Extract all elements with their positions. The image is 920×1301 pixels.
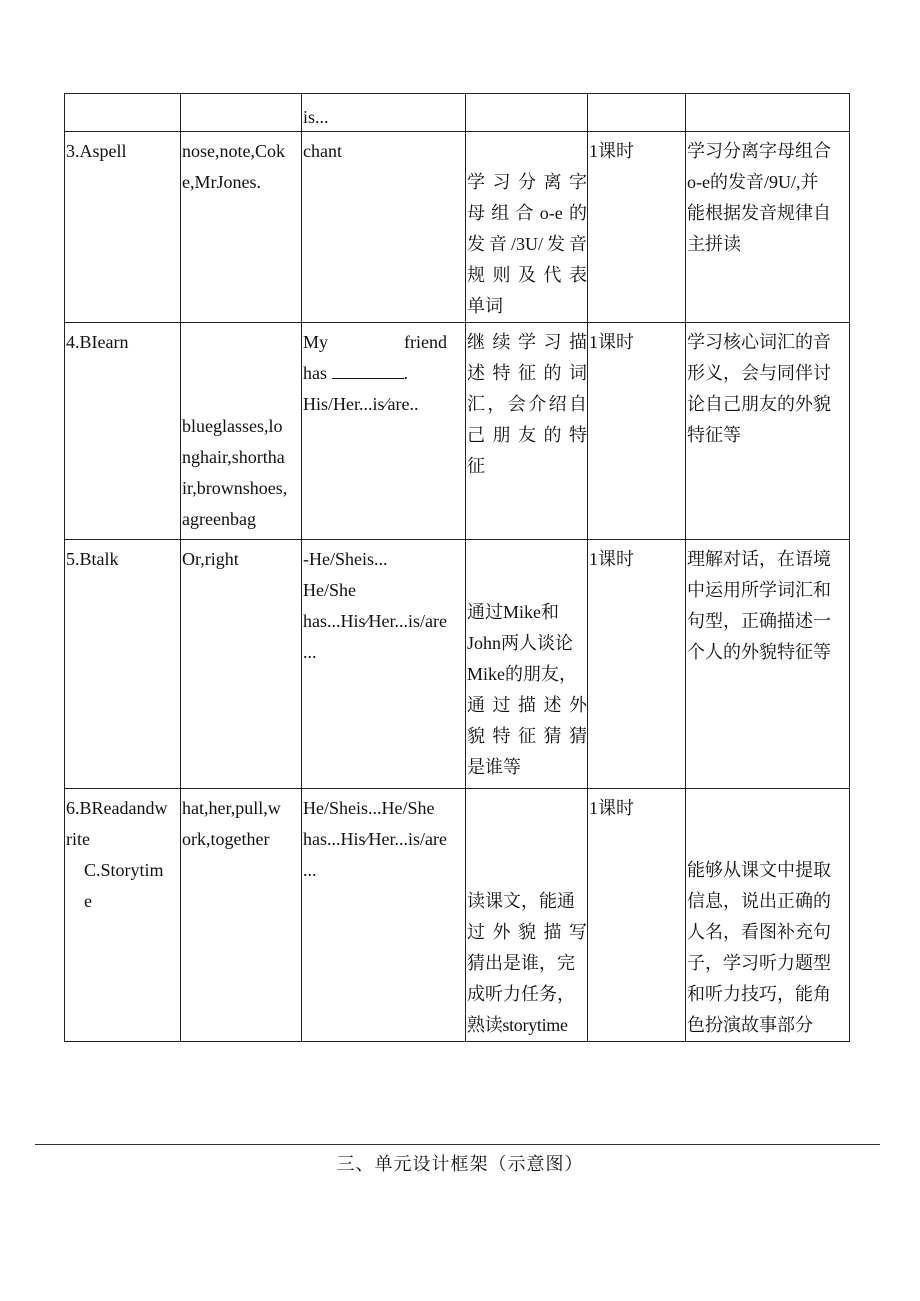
sentence-word: friend bbox=[404, 332, 447, 352]
sentence-line: is... bbox=[303, 107, 329, 127]
goal-line: 句型，正确描述一 bbox=[687, 611, 831, 631]
sentence-line: -He/Sheis... bbox=[303, 549, 388, 569]
table-row bbox=[65, 540, 850, 789]
lesson-name: 6.BReadandw bbox=[66, 798, 168, 818]
word-line: blueglasses,lo bbox=[182, 416, 283, 436]
sentence-line: He/Sheis...He/She bbox=[303, 798, 435, 818]
goal-line: 色扮演故事部分 bbox=[687, 1015, 813, 1035]
content-line: 成听力任务， bbox=[467, 984, 575, 1004]
hours-cell bbox=[588, 323, 686, 540]
table-row bbox=[65, 789, 850, 1042]
goal-line: 能根据发音规律自 bbox=[687, 203, 831, 223]
goal-line: 形义，会与同伴讨 bbox=[687, 363, 831, 383]
goal-line: 中运用所学词汇和 bbox=[687, 580, 831, 600]
content-line: 单词 bbox=[467, 296, 503, 316]
content-cell bbox=[466, 540, 588, 789]
content-line: 通过Mike和 bbox=[467, 602, 559, 622]
section-divider bbox=[35, 1144, 880, 1145]
hours-cell bbox=[588, 789, 686, 1042]
goal-line: 信息，说出正确的 bbox=[687, 891, 831, 911]
word-line: e,MrJones. bbox=[182, 172, 261, 192]
content-line: 是谁等 bbox=[467, 757, 521, 777]
sentence-line: has...His⁄Her...is/are bbox=[303, 829, 447, 849]
word-line: ir,brownshoes, bbox=[182, 478, 288, 498]
table-row bbox=[65, 94, 850, 132]
sentence-word: has bbox=[303, 363, 327, 383]
sentence-line: has...His⁄Her...is/are bbox=[303, 611, 447, 631]
goal-line: 和听力技巧，能角 bbox=[687, 984, 831, 1004]
goals-cell bbox=[686, 789, 850, 1042]
sentences-cell bbox=[302, 323, 466, 540]
content-line: 继续学习描 bbox=[467, 332, 587, 352]
words-cell bbox=[181, 789, 302, 1042]
table-row bbox=[65, 323, 850, 540]
content-line: 过外貌描写 bbox=[467, 922, 587, 942]
content-line: 读课文，能通 bbox=[467, 891, 575, 911]
goal-line: 论自己朋友的外貌 bbox=[687, 394, 831, 414]
words-cell bbox=[181, 323, 302, 540]
content-cell bbox=[466, 132, 588, 323]
sentence-line: ... bbox=[303, 860, 317, 880]
content-line: 通过描述外 bbox=[467, 695, 587, 715]
content-line: 貌特征猜猜 bbox=[467, 726, 587, 746]
sentence-line: chant bbox=[303, 141, 342, 161]
sentences-cell bbox=[302, 132, 466, 323]
content-cell bbox=[466, 789, 588, 1042]
goal-line: 子，学习听力题型 bbox=[687, 953, 831, 973]
content-cell bbox=[466, 94, 588, 132]
hours-cell bbox=[588, 132, 686, 323]
content-line: 熟读storytime bbox=[467, 1015, 568, 1035]
word-line: nose,note,Cok bbox=[182, 141, 285, 161]
content-line: 猜出是谁，完 bbox=[467, 953, 575, 973]
section-heading: 三、单元设计框架（示意图） bbox=[336, 1154, 584, 1174]
goal-line: 人名，看图补充句 bbox=[687, 922, 831, 942]
goal-line: 理解对话，在语境 bbox=[687, 549, 831, 569]
goal-line: 特征等 bbox=[687, 425, 741, 445]
goal-line: 能够从课文中提取 bbox=[687, 860, 831, 880]
fill-in-blank bbox=[332, 360, 404, 379]
content-line: 母组合o-e的 bbox=[467, 203, 587, 223]
sentence-word: . bbox=[403, 363, 408, 383]
content-line: Mike的朋友， bbox=[467, 664, 577, 684]
content-line: 征 bbox=[467, 456, 485, 476]
lesson-name: e bbox=[84, 891, 92, 911]
goal-line: 主拼读 bbox=[687, 234, 741, 254]
content-line: 发音/3U/发音 bbox=[467, 234, 587, 254]
words-cell bbox=[181, 94, 302, 132]
lesson-name: 4.BIearn bbox=[66, 332, 129, 352]
hours-value: 1课时 bbox=[589, 332, 634, 352]
lesson-cell bbox=[65, 94, 181, 132]
goal-line: 个人的外貌特征等 bbox=[687, 642, 831, 662]
hours-value: 1课时 bbox=[589, 798, 634, 818]
lesson-cell bbox=[65, 789, 181, 1042]
word-line: hat,her,pull,w bbox=[182, 798, 281, 818]
lesson-name: 5.Btalk bbox=[66, 549, 119, 569]
hours-cell bbox=[588, 94, 686, 132]
content-line: John两人谈论 bbox=[467, 633, 574, 653]
lesson-name: rite bbox=[66, 829, 90, 849]
sentence-word: My bbox=[303, 332, 329, 352]
content-cell bbox=[466, 323, 588, 540]
content-line: 述特征的词 bbox=[467, 363, 587, 383]
hours-value: 1课时 bbox=[589, 549, 634, 569]
sentences-cell bbox=[302, 789, 466, 1042]
sentence-line: He/She bbox=[303, 580, 356, 600]
word-line: Or,right bbox=[182, 549, 239, 569]
hours-value: 1课时 bbox=[589, 141, 634, 161]
goals-cell bbox=[686, 94, 850, 132]
content-line: 己朋友的特 bbox=[467, 425, 587, 445]
hours-cell bbox=[588, 540, 686, 789]
sentences-cell bbox=[302, 94, 466, 132]
goal-line: 学习分离字母组合 bbox=[687, 141, 831, 161]
words-cell bbox=[181, 132, 302, 323]
lesson-name: C.Storytim bbox=[84, 860, 164, 880]
table-row bbox=[65, 132, 850, 323]
goal-line: o-e的发音/9U/,并 bbox=[687, 172, 819, 192]
lesson-name: 3.Aspell bbox=[66, 141, 127, 161]
lesson-cell bbox=[65, 323, 181, 540]
content-line: 汇，会介绍自 bbox=[467, 394, 587, 414]
lesson-plan-table bbox=[64, 93, 850, 1042]
sentence-line: ... bbox=[303, 642, 317, 662]
goals-cell bbox=[686, 540, 850, 789]
content-line: 规则及代表 bbox=[467, 265, 587, 285]
goal-line: 学习核心词汇的音 bbox=[687, 332, 831, 352]
sentences-cell bbox=[302, 540, 466, 789]
goals-cell bbox=[686, 323, 850, 540]
word-line: nghair,shortha bbox=[182, 447, 285, 467]
word-line: agreenbag bbox=[182, 509, 256, 529]
goals-cell bbox=[686, 132, 850, 323]
word-line: ork,together bbox=[182, 829, 270, 849]
lesson-cell bbox=[65, 540, 181, 789]
sentence-line: His/Her...is⁄are.. bbox=[303, 394, 419, 414]
lesson-cell bbox=[65, 132, 181, 323]
content-line: 学习分离字 bbox=[467, 172, 587, 192]
words-cell bbox=[181, 540, 302, 789]
